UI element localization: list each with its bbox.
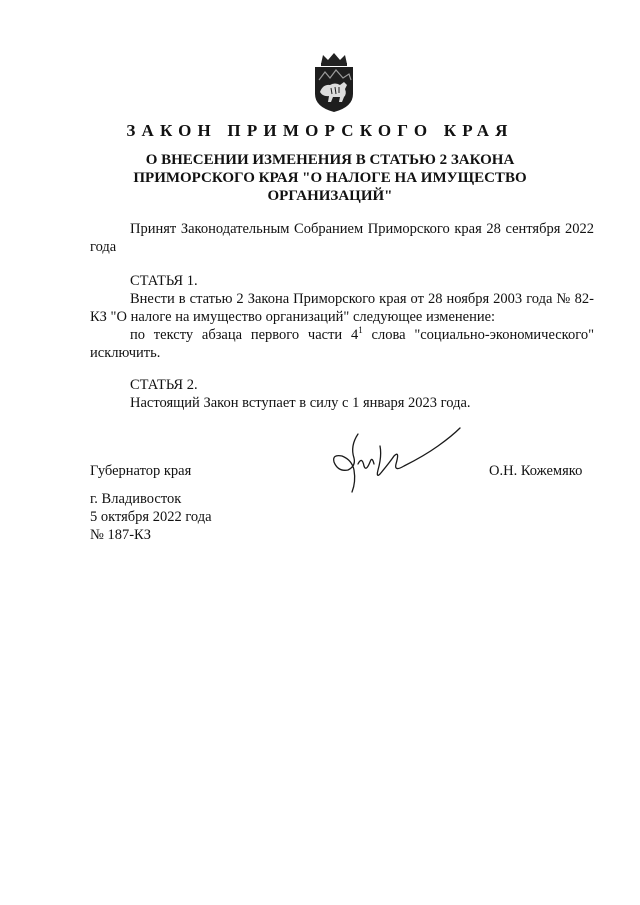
article-2-heading: СТАТЬЯ 2.: [130, 377, 198, 393]
signatory-position: Губернатор края: [90, 463, 192, 479]
issue-date: 5 октября 2022 года: [90, 509, 212, 525]
article-1-heading: СТАТЬЯ 1.: [130, 273, 198, 289]
handwritten-signature-icon: [328, 426, 464, 496]
subject-line-3: ОРГАНИЗАЦИЙ": [267, 188, 393, 204]
issue-city: г. Владивосток: [90, 491, 182, 507]
document-footer: [90, 490, 212, 544]
subject-line-2: ПРИМОРСКОГО КРАЯ "О НАЛОГЕ НА ИМУЩЕСТВО: [133, 170, 527, 186]
article-1-change-superscript: 1: [358, 325, 363, 335]
article-1-change-suffix: слова "социально-экономического" исключить.: [90, 327, 594, 361]
adoption-statement: Принят Законодательным Собранием Приморского края 28 сентября 2022 года: [90, 221, 594, 255]
article-1-change-prefix: по тексту абзаца первого части 4: [130, 327, 359, 343]
law-number: № 187-КЗ: [90, 527, 151, 543]
article-1-change: [90, 326, 594, 362]
article-1-text: Внести в статью 2 Закона Приморского края от 28 ноября 2003 года № 82-КЗ "О налоге на имущество организаций" следующее изменение:: [90, 291, 594, 325]
subject-line-1: О ВНЕСЕНИИ ИЗМЕНЕНИЯ В СТАТЬЮ 2 ЗАКОНА: [145, 152, 515, 168]
law-title: ЗАКОН ПРИМОРСКОГО КРАЯ: [126, 121, 514, 140]
article-2-text: Настоящий Закон вступает в силу с 1 января 2023 года.: [130, 395, 471, 411]
primorsky-coat-of-arms-icon: [311, 52, 357, 114]
signatory-name: О.Н. Кожемяко: [489, 463, 583, 479]
law-subject: [110, 151, 550, 205]
